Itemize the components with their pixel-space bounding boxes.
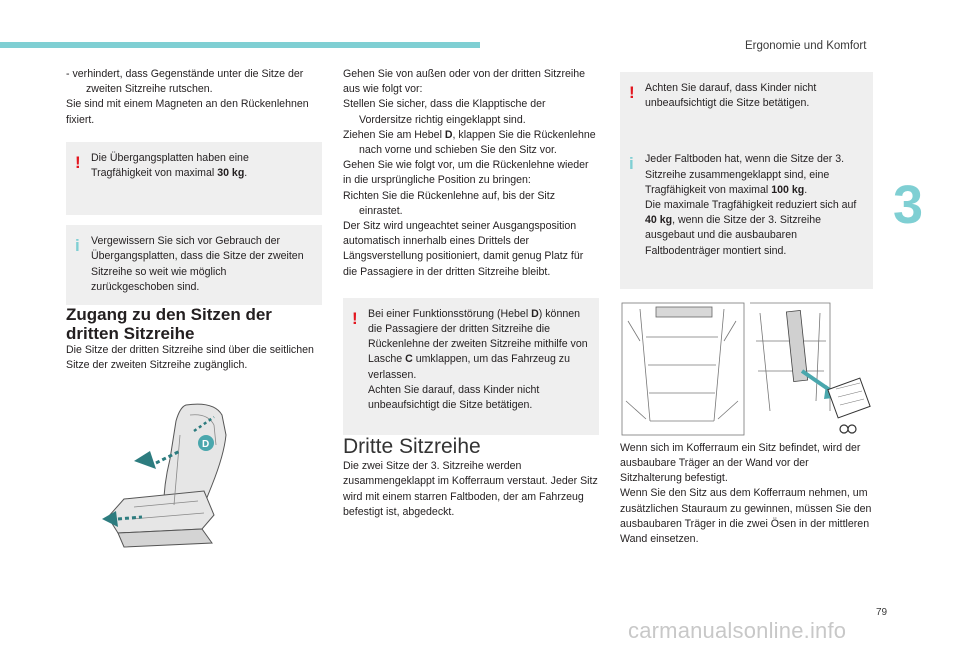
paragraph: Der Sitz wird ungeachtet seiner Ausgangsposition automatisch innerhalb eines Drittels der Längsverstellung positioniert, damit genug Platz für die Passagiere in der dritten Sitzreihe bleibt. [343,220,584,278]
warning-icon: ! [352,308,358,328]
list-item: Ziehen Sie am Hebel D, klappen Sie die Rückenlehne nach vorne und schieben Sie den Sitz vor. [343,128,596,157]
section-heading: Dritte Sitzreihe [343,435,481,459]
paragraph: Die zwei Sitze der 3. Sitzreihe werden zusammengeklappt im Kofferraum verstaut. Jeder Sitz wird mit einem starren Faltboden, der am Fahrzeug befestigt ist, abgedeckt. [343,460,598,518]
warning-text: Achten Sie darauf, dass Kinder nicht unbeaufsichtigt die Sitze betätigen. [645,82,817,110]
header-accent-bar [0,42,480,48]
paragraph: Gehen Sie von außen oder von der dritten Sitzreihe aus wie folgt vor: [343,68,586,96]
warning-icon: ! [629,83,635,102]
column-right [620,72,873,547]
chapter-number: 3 [893,175,924,235]
warning-text: Achten Sie darauf, dass Kinder nicht unbeaufsichtigt die Sitze betätigen. [368,383,540,412]
info-box [66,225,322,305]
column-middle [343,67,599,520]
info-text: Die maximale Tragfähigkeit reduziert sich auf 40 kg, wenn die Sitze der 3. Sitzreihe ausgebaut und die ausbaubaren Faltbodenträger montiert sind. [645,199,857,257]
warning-box [343,298,599,435]
section-heading: Zugang zu den Sitzen der dritten Sitzreihe [66,305,272,344]
info-box [620,143,873,288]
warning-text: Die Übergangsplatten haben eine Tragfähigkeit von maximal 30 kg. [91,151,249,180]
warning-box [66,142,322,215]
paragraph: Wenn sich im Kofferraum ein Sitz befindet, wird der ausbaubare Träger an der Wand vor der Sitzhalterung befestigt. [620,441,861,485]
column-left [66,67,322,555]
paragraph: Wenn Sie den Sitz aus dem Kofferraum nehmen, um zusätzlichen Stauraum zu gewinnen, müssen Sie den ausbaubaren Träger in die zwei Ösen in der mittleren Wand einsetzen. [620,487,872,546]
page-number: 79 [876,607,888,618]
dash-list-item: - verhindert, dass Gegenstände unter die Sitze der zweiten Sitzreihe rutschen. [66,68,304,96]
info-text: Vergewissern Sie sich vor Gebrauch der Übergangsplatten, dass die Sitze der zweiten Sitzreihe so weit wie möglich zurückgeschoben sind. [91,235,304,293]
warning-text: Bei einer Funktionsstörung (Hebel D) können die Passagiere der dritten Sitzreihe die Rückenlehne der zweiten Sitzreihe mithilfe von Lasche C umklappen, um das Fahrzeug zu verlassen. [368,307,588,381]
trunk-carrier-illustration [620,301,873,441]
info-icon: i [629,154,634,174]
info-icon: i [75,236,80,256]
seat-folding-illustration [94,395,244,555]
warning-box [620,72,873,143]
paragraph: Die Sitze der dritten Sitzreihe sind über die seitlichen Sitze der zweiten Sitzreihe zugänglich. [66,344,314,372]
list-item: Stellen Sie sicher, dass die Klapptische der Vordersitze richtig eingeklappt sind. [343,98,546,126]
paragraph: Gehen Sie wie folgt vor, um die Rückenlehne wieder in die ursprüngliche Position zu bringen: [343,159,589,187]
paragraph: Sie sind mit einem Magneten an den Rückenlehnen fixiert. [66,98,309,126]
info-text: Jeder Faltboden hat, wenn die Sitze der 3. Sitzreihe zusammengeklappt sind, eine Tragfähigkeit von maximal 100 kg. [645,153,845,196]
list-item: Richten Sie die Rückenlehne auf, bis der Sitz einrastet. [343,189,555,217]
warning-icon: ! [75,152,81,172]
lever-label: D [202,439,210,451]
chapter-title: Ergonomie und Komfort [745,40,867,52]
watermark: carmanualsonline.info [628,618,847,643]
